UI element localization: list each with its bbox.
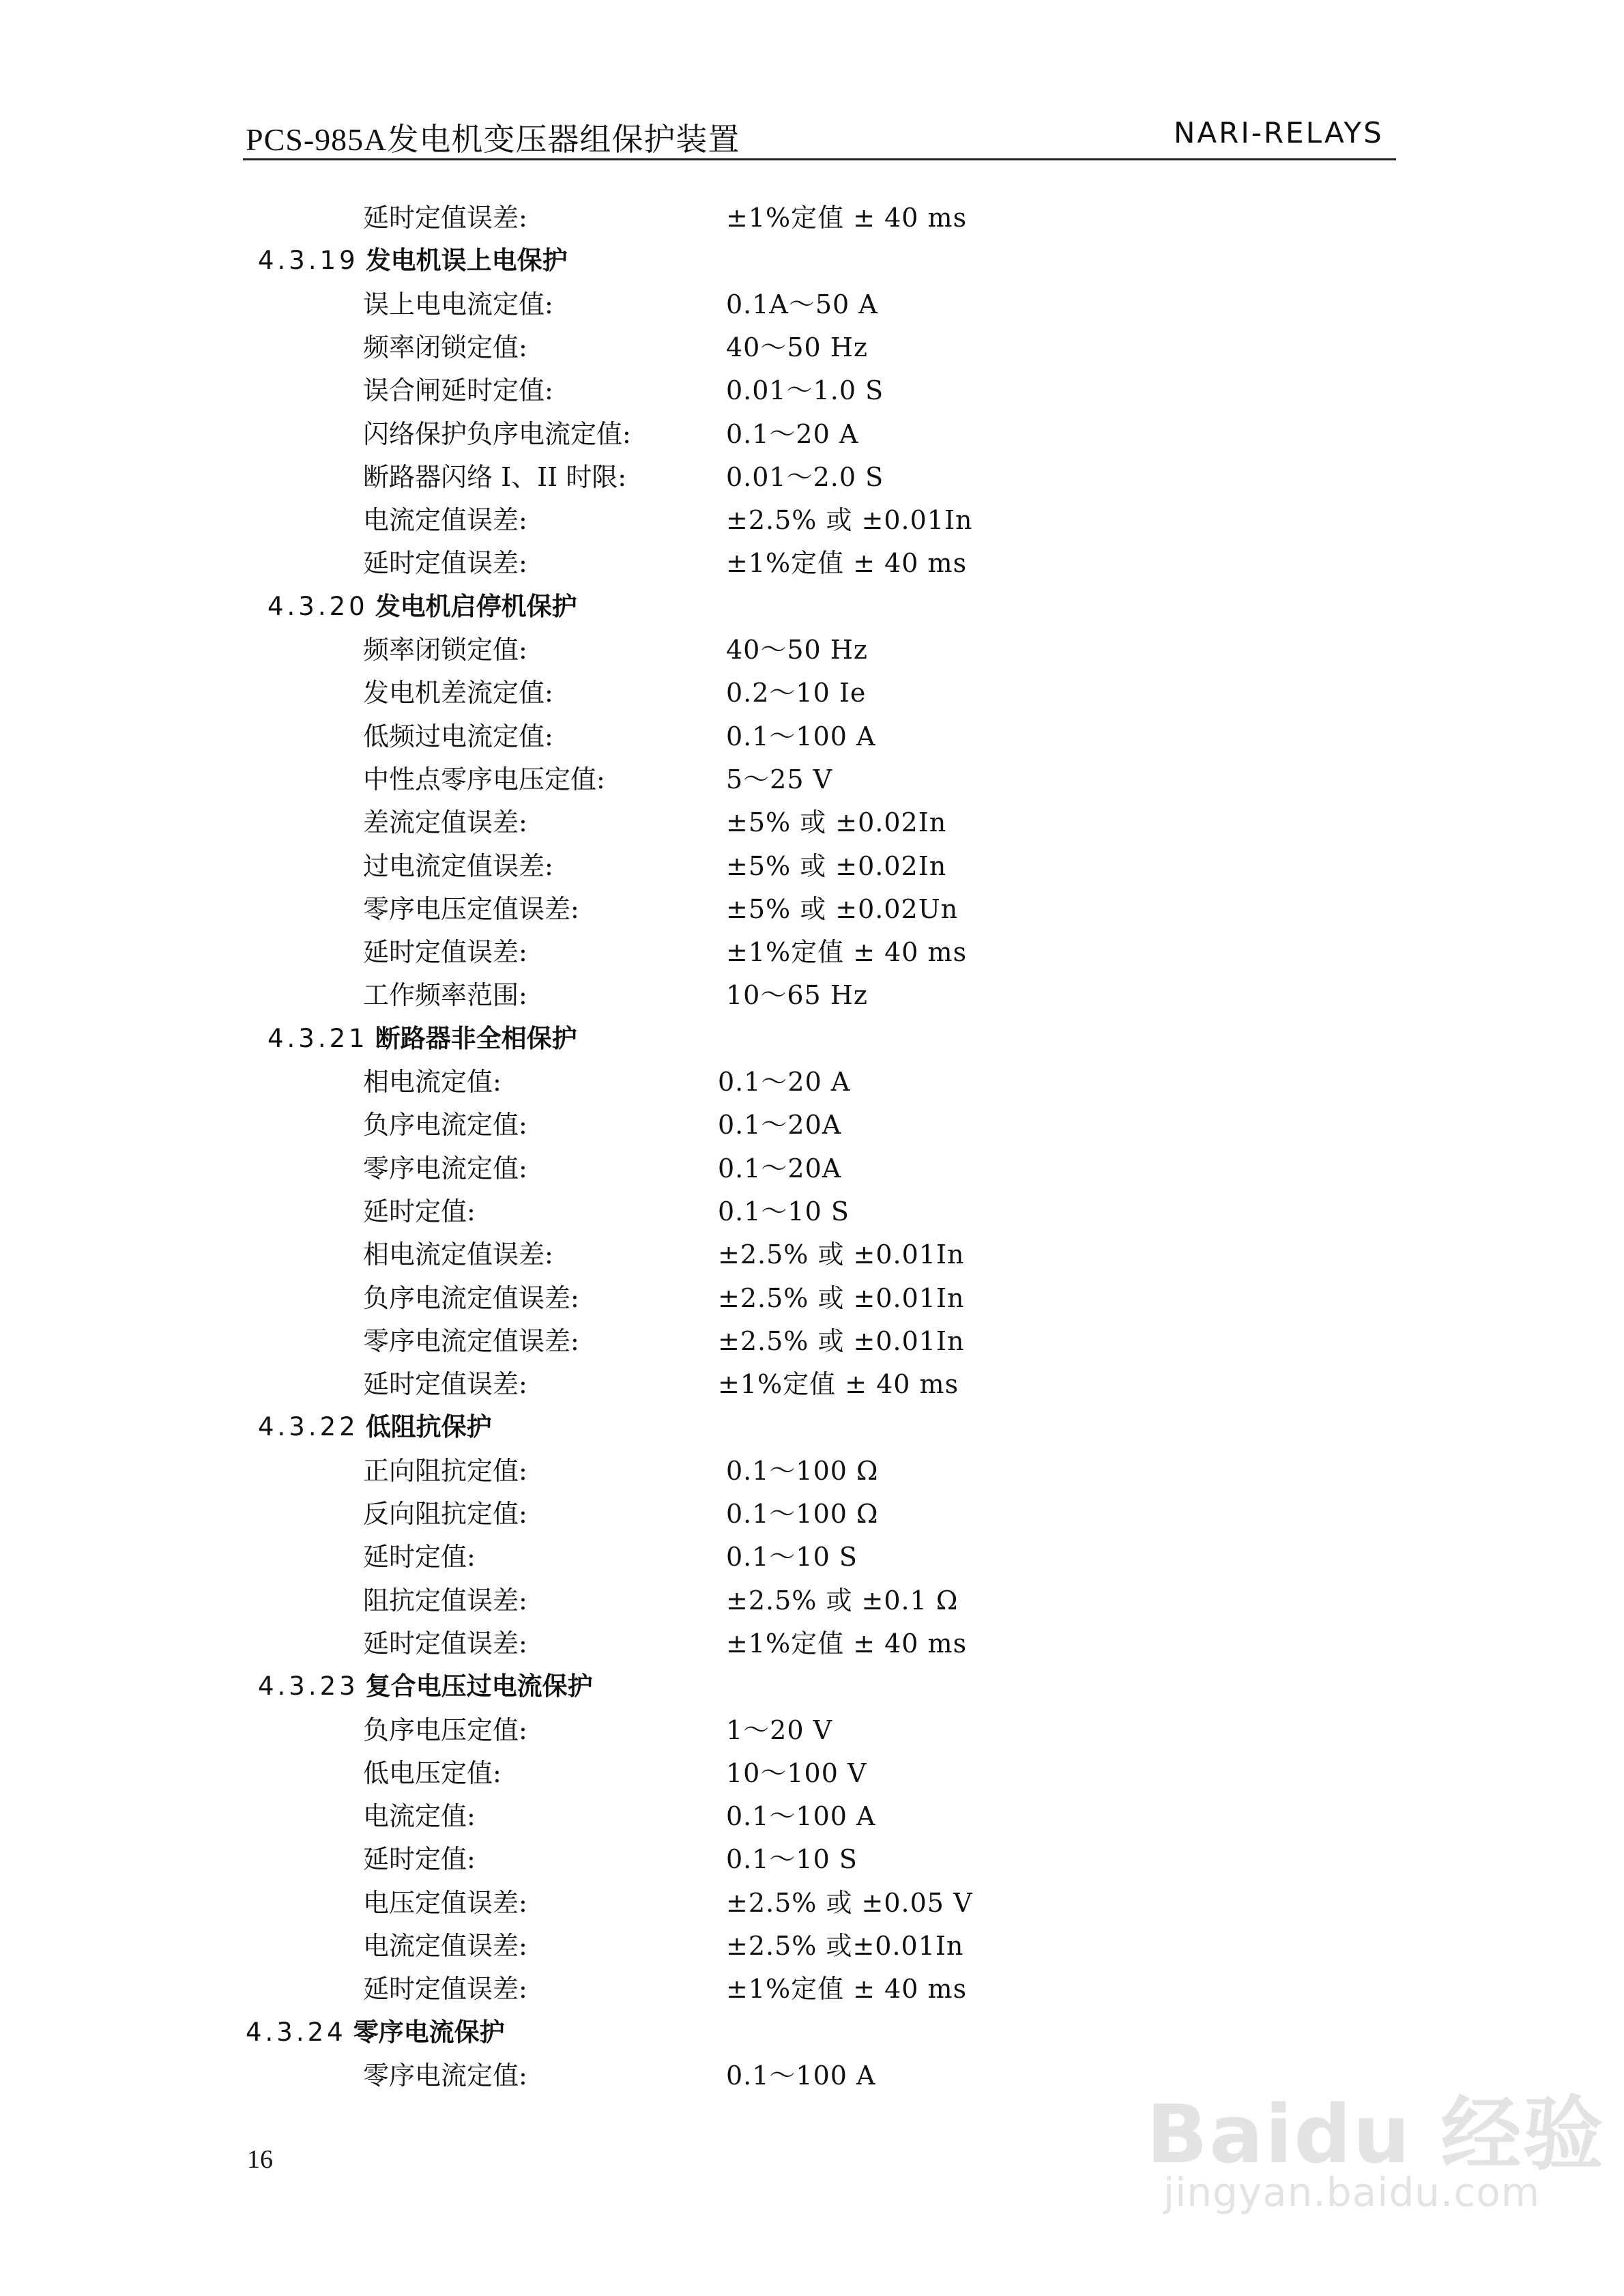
spec-row — [363, 1838, 858, 1880]
spec-label: 延时定值误差: — [363, 1974, 527, 2004]
spec-value: ±5% 或 ±0.02In — [726, 851, 947, 881]
spec-value: ±5% 或 ±0.02Un — [726, 894, 959, 924]
spec-value: ±2.5% 或±0.01In — [726, 1931, 964, 1961]
spec-label: 电流定值: — [363, 1801, 476, 1831]
spec-value: 0.1A～50 A — [726, 289, 878, 319]
spec-row — [363, 1709, 833, 1751]
spec-label: 闪络保护负序电流定值: — [363, 419, 631, 449]
spec-label: 电压定值误差: — [363, 1888, 527, 1918]
spec-value: 0.1～10 S — [726, 1844, 858, 1874]
spec-label: 工作频率范围: — [363, 980, 527, 1010]
spec-label: 过电流定值误差: — [363, 851, 553, 881]
spec-value: 0.2～10 Ie — [726, 678, 867, 708]
spec-label: 零序电流定值误差: — [363, 1326, 579, 1356]
spec-value: 5～25 V — [726, 764, 833, 794]
spec-label: 相电流定值: — [363, 1067, 502, 1097]
spec-row — [363, 1795, 876, 1837]
spec-row — [363, 931, 968, 973]
section-number: 4.3.24 — [246, 2018, 347, 2047]
spec-label: 低频过电流定值: — [363, 721, 553, 751]
spec-value: 0.1～100 Ω — [726, 1499, 879, 1529]
spec-row — [363, 499, 973, 541]
spec-label: 差流定值误差: — [363, 807, 527, 837]
spec-row — [363, 672, 867, 714]
spec-row — [363, 845, 947, 887]
spec-value: ±1%定值 ± 40 ms — [726, 937, 968, 967]
spec-label: 延时定值: — [363, 1542, 476, 1572]
spec-value: 0.1～20A — [718, 1153, 842, 1183]
spec-label: 延时定值误差: — [363, 1628, 527, 1659]
section-title: 断路器非全相保护 — [375, 1024, 577, 1053]
spec-value: 0.1～20A — [718, 1110, 842, 1140]
watermark-logo: Baidu 经验 — [1146, 2087, 1605, 2181]
spec-value: ±1%定值 ± 40 ms — [718, 1369, 959, 1399]
spec-value: 0.1～20 A — [718, 1067, 851, 1097]
spec-row — [363, 369, 884, 412]
spec-value: ±1%定值 ± 40 ms — [726, 1974, 968, 2004]
spec-label: 相电流定值误差: — [363, 1239, 553, 1269]
header-rule — [243, 158, 1396, 160]
section-title: 复合电压过电流保护 — [365, 1671, 593, 1701]
spec-label: 负序电流定值: — [363, 1110, 527, 1140]
spec-value: ±2.5% 或 ±0.01In — [718, 1239, 965, 1269]
spec-row — [363, 1147, 842, 1190]
spec-label: 正向阻抗定值: — [363, 1456, 527, 1486]
section-heading — [258, 240, 568, 282]
section-title: 发电机误上电保护 — [365, 246, 568, 275]
spec-value: 10～100 V — [726, 1758, 867, 1788]
section-number: 4.3.19 — [258, 246, 359, 275]
spec-value: 0.1～100 Ω — [726, 1456, 879, 1486]
spec-value: 10～65 Hz — [726, 980, 868, 1010]
section-number: 4.3.22 — [258, 1412, 359, 1441]
spec-row — [363, 1622, 968, 1665]
spec-value: 0.1～100 A — [726, 2061, 876, 2091]
spec-value: ±1%定值 ± 40 ms — [726, 548, 968, 578]
section-heading — [267, 1018, 577, 1060]
spec-label: 延时定值误差: — [363, 548, 527, 578]
spec-row — [363, 888, 959, 930]
section-heading — [246, 2011, 505, 2054]
spec-value: 40～50 Hz — [726, 332, 868, 362]
spec-label: 反向阻抗定值: — [363, 1499, 527, 1529]
spec-label: 频率闭锁定值: — [363, 635, 527, 665]
spec-label: 零序电流定值: — [363, 2061, 527, 2091]
spec-label: 误上电电流定值: — [363, 289, 553, 319]
spec-value: 1～20 V — [726, 1715, 833, 1745]
spec-row — [363, 1968, 968, 2010]
spec-value: 0.1～100 A — [726, 721, 876, 751]
spec-row — [363, 1536, 858, 1578]
spec-row — [363, 801, 947, 844]
spec-value: ±2.5% 或 ±0.01In — [718, 1326, 965, 1356]
header-brand: NARI-RELAYS — [1174, 116, 1384, 149]
spec-row — [363, 1320, 965, 1362]
spec-row — [363, 1190, 850, 1233]
spec-value: 0.01～2.0 S — [726, 462, 884, 492]
section-heading — [267, 586, 577, 628]
spec-row — [363, 758, 833, 801]
spec-value: ±2.5% 或 ±0.01In — [718, 1283, 965, 1313]
spec-row — [363, 413, 859, 455]
spec-label: 发电机差流定值: — [363, 678, 553, 708]
section-number: 4.3.21 — [267, 1024, 368, 1053]
spec-label: 低电压定值: — [363, 1758, 502, 1788]
spec-row — [363, 715, 876, 758]
spec-value: ±2.5% 或 ±0.05 V — [726, 1888, 973, 1918]
spec-label: 延时定值: — [363, 1196, 476, 1226]
spec-row — [363, 1450, 879, 1492]
section-title: 发电机启停机保护 — [375, 592, 577, 621]
spec-label: 中性点零序电压定值: — [363, 764, 605, 794]
spec-label: 延时定值误差: — [363, 203, 527, 233]
spec-row — [363, 1061, 851, 1103]
spec-row — [363, 1752, 867, 1794]
spec-value: 0.1～20 A — [726, 419, 859, 449]
spec-row — [363, 2054, 876, 2097]
spec-row — [363, 1925, 964, 1967]
spec-row — [363, 1579, 959, 1622]
spec-row — [363, 629, 868, 671]
spec-row — [363, 283, 878, 326]
spec-label: 负序电压定值: — [363, 1715, 527, 1745]
section-heading — [258, 1665, 593, 1708]
spec-row — [363, 974, 868, 1016]
spec-label: 零序电流定值: — [363, 1153, 527, 1183]
section-heading — [258, 1406, 492, 1448]
spec-value: ±1%定值 ± 40 ms — [726, 203, 968, 233]
spec-value: 40～50 Hz — [726, 635, 868, 665]
spec-label: 负序电流定值误差: — [363, 1283, 579, 1313]
spec-label: 断路器闪络 I、II 时限: — [363, 462, 626, 492]
watermark-url: jingyan.baidu.com — [1163, 2169, 1541, 2215]
spec-value: 0.1～100 A — [726, 1801, 876, 1831]
spec-label: 延时定值误差: — [363, 1369, 527, 1399]
spec-label: 零序电压定值误差: — [363, 894, 579, 924]
spec-row — [363, 326, 868, 369]
spec-label: 电流定值误差: — [363, 1931, 527, 1961]
spec-value: 0.01～1.0 S — [726, 375, 884, 405]
spec-label: 阻抗定值误差: — [363, 1585, 527, 1616]
spec-value: ±2.5% 或 ±0.1 Ω — [726, 1585, 959, 1616]
spec-row — [363, 1882, 973, 1924]
spec-row — [363, 1363, 959, 1405]
spec-row — [363, 542, 968, 584]
spec-row — [363, 456, 884, 498]
spec-value: 0.1～10 S — [718, 1196, 850, 1226]
section-title: 零序电流保护 — [353, 2018, 505, 2047]
spec-label: 电流定值误差: — [363, 505, 527, 535]
spec-row — [363, 197, 968, 239]
section-number: 4.3.23 — [258, 1671, 359, 1701]
section-title: 低阻抗保护 — [365, 1412, 492, 1441]
spec-row — [363, 1277, 965, 1319]
spec-label: 延时定值误差: — [363, 937, 527, 967]
spec-label: 延时定值: — [363, 1844, 476, 1874]
header-title: PCS-985A发电机变压器组保护装置 — [246, 122, 740, 157]
spec-value: ±5% 或 ±0.02In — [726, 807, 947, 837]
spec-value: ±2.5% 或 ±0.01In — [726, 505, 973, 535]
section-number: 4.3.20 — [267, 592, 368, 621]
spec-row — [363, 1104, 842, 1146]
page-number: 16 — [247, 2145, 273, 2174]
spec-row — [363, 1493, 879, 1535]
spec-value: 0.1～10 S — [726, 1542, 858, 1572]
spec-label: 频率闭锁定值: — [363, 332, 527, 362]
spec-row — [363, 1233, 965, 1276]
spec-label: 误合闸延时定值: — [363, 375, 553, 405]
spec-value: ±1%定值 ± 40 ms — [726, 1628, 968, 1659]
